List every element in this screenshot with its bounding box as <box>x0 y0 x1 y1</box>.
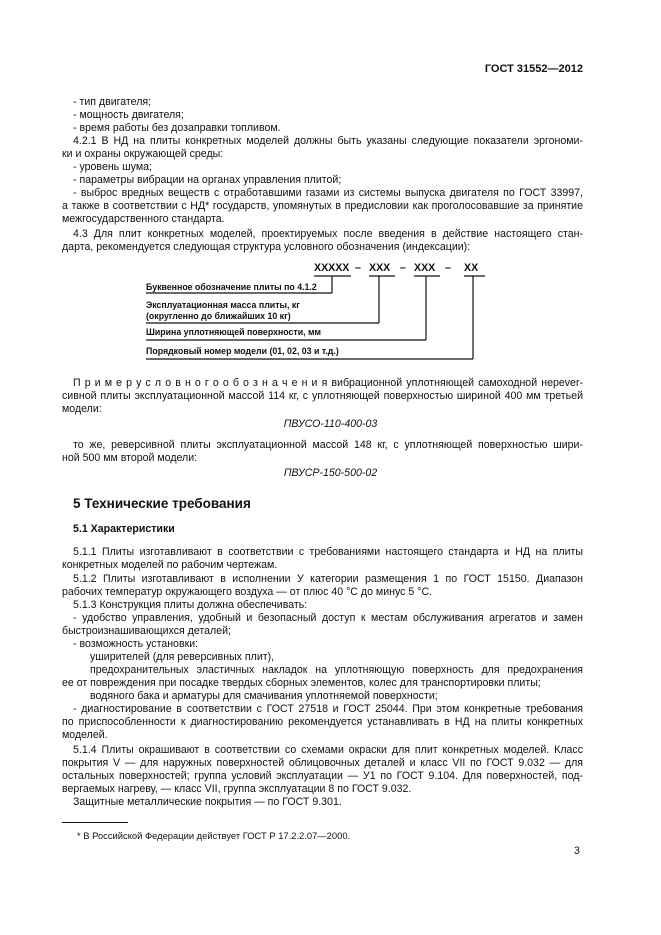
text-line: - параметры вибрации на органах управления плитой; <box>73 174 342 186</box>
text-line: межгосударственного стандарта. <box>62 213 225 225</box>
example-designation-1: ПВУСО-110-400-03 <box>283 418 378 430</box>
text-line: сивной плиты эксплуатационной массой 114 кг, с уплотняющей поверхностью шириной 400 мм третьей <box>62 390 583 402</box>
text-line: - мощность двигателя; <box>73 109 184 121</box>
text-line: конкретных моделей по рабочим чертежам. <box>62 559 278 571</box>
page-number: 3 <box>574 845 580 857</box>
text-line: покрытия V — для наружных поверхностей облицовочных деталей и класс VII по ГОСТ 9.032 — для <box>62 757 583 769</box>
text-line: П р и м е р у с л о в н о г о о б о з н а ч е н и я вибрационной уплотняющей самоходной нерever- <box>73 377 583 389</box>
subsection-5-1-heading: 5.1 Характеристики <box>73 523 175 535</box>
text-line: остальных поверхностей; группа условий эксплуатации — У1 по ГОСТ 9.104. Для поверхностей, под- <box>62 770 583 782</box>
label-surface-width: Ширина уплотняющей поверхности, мм <box>146 327 322 337</box>
footnote-rule <box>62 822 128 823</box>
text-line: моделей. <box>62 729 108 741</box>
text-line: ной 500 мм второй модели: <box>62 452 198 464</box>
text-line: 5.1.4 Плиты окрашивают в соответствии со схемами окраски для плит конкретных моделей. Класс <box>73 744 583 756</box>
footnote: * В Российской Федерации действует ГОСТ Р 17.2.2.07—2000. <box>77 830 351 841</box>
code-letter-designation: ХХХХХ <box>314 262 350 274</box>
text-line: 4.3 Для плит конкретных моделей, проектируемых после введения в действие настоящего стан- <box>73 228 583 240</box>
text-line: 4.2.1 В НД на плиты конкретных моделей должны быть указаны следующие показатели эргономи- <box>73 135 583 147</box>
text-line: - удобство управления, удобный и безопасный доступ к местам обслуживания агрегатов и замен <box>73 612 583 624</box>
label-model-number: Порядковый номер модели (01, 02, 03 и т.д.) <box>146 346 339 356</box>
code-mass: ХХХ <box>369 262 391 274</box>
text-line: водяного бака и арматуры для смачивания уплотняемой поверхности; <box>90 690 438 702</box>
label-operating-mass: Эксплуатационная масса плиты, кг <box>146 300 300 310</box>
code-dash-1: – <box>355 262 361 274</box>
code-width: ХХХ <box>414 262 436 274</box>
text-line: по приспособленности к диагностированию рекомендуется устанавливать в НД на плиты конкретных <box>62 716 583 728</box>
text-line: то же, реверсивной плиты эксплуатационной массой 148 кг, с уплотняющей поверхностью шири- <box>73 439 583 451</box>
text-line: Защитные металлические покрытия — по ГОСТ 9.301. <box>73 796 342 808</box>
document-number-header: ГОСТ 31552—2012 <box>484 63 583 75</box>
text-line: предохранительных эластичных накладок на уплотняющую поверхность для предохранения <box>90 664 583 676</box>
code-dash-3: – <box>445 262 451 274</box>
code-model-number: ХХ <box>464 262 479 274</box>
section-5-heading: 5 Технические требования <box>73 496 251 511</box>
text-line: вергаемых нагреву, — класс VII, группа эксплуатации 8 по ГОСТ 9.032. <box>62 783 412 795</box>
text-line: - время работы без дозаправки топливом. <box>73 122 281 134</box>
text-line: - диагностирование в соответствии с ГОСТ 27518 и ГОСТ 25044. При этом конкретные требования <box>73 703 583 715</box>
text-line: 5.1.3 Конструкция плиты должна обеспечивать: <box>73 599 308 611</box>
text-line: быстроизнашивающихся деталей; <box>62 625 231 637</box>
text-line: - тип двигателя; <box>73 96 152 108</box>
label-letter-designation: Буквенное обозначение плиты по 4.1.2 <box>146 282 317 292</box>
text-line: рабочих температур окружающего воздуха — от плюс 40 °С до минус 5 °С. <box>62 586 433 598</box>
text-line: - возможность установки: <box>73 638 199 650</box>
text-line: - выброс вредных веществ с отработавшими газами из системы выпуска двигателя по ГОСТ 33997, <box>73 187 583 199</box>
text-line: ки и охраны окружающей среды: <box>62 148 224 160</box>
text-line: - уровень шума; <box>73 161 152 173</box>
label-mass-rounding: (округленно до ближайших 10 кг) <box>146 311 291 321</box>
text-line: модели: <box>62 403 102 415</box>
text-line: ее от повреждения при посадке твердых сборных элементов, колес для транспортировки плиты; <box>62 677 541 689</box>
example-designation-2: ПВУСР-150-500-02 <box>283 467 378 479</box>
text-line: дарта, рекомендуется следующая структура условного обозначения (индексации): <box>62 241 471 253</box>
text-line: 5.1.1 Плиты изготавливают в соответствии с требованиями настоящего стандарта и НД на плиты <box>73 546 583 558</box>
text-line: а также в соответствии с НД* государств, упомянутых в предисловии как проголосовавшие за принятие <box>62 200 583 212</box>
text-line: 5.1.2 Плиты изготавливают в исполнении У категории размещения 1 по ГОСТ 15150. Диапазон <box>73 573 583 585</box>
code-dash-2: – <box>400 262 406 274</box>
text-line: уширителей (для реверсивных плит), <box>90 651 275 663</box>
